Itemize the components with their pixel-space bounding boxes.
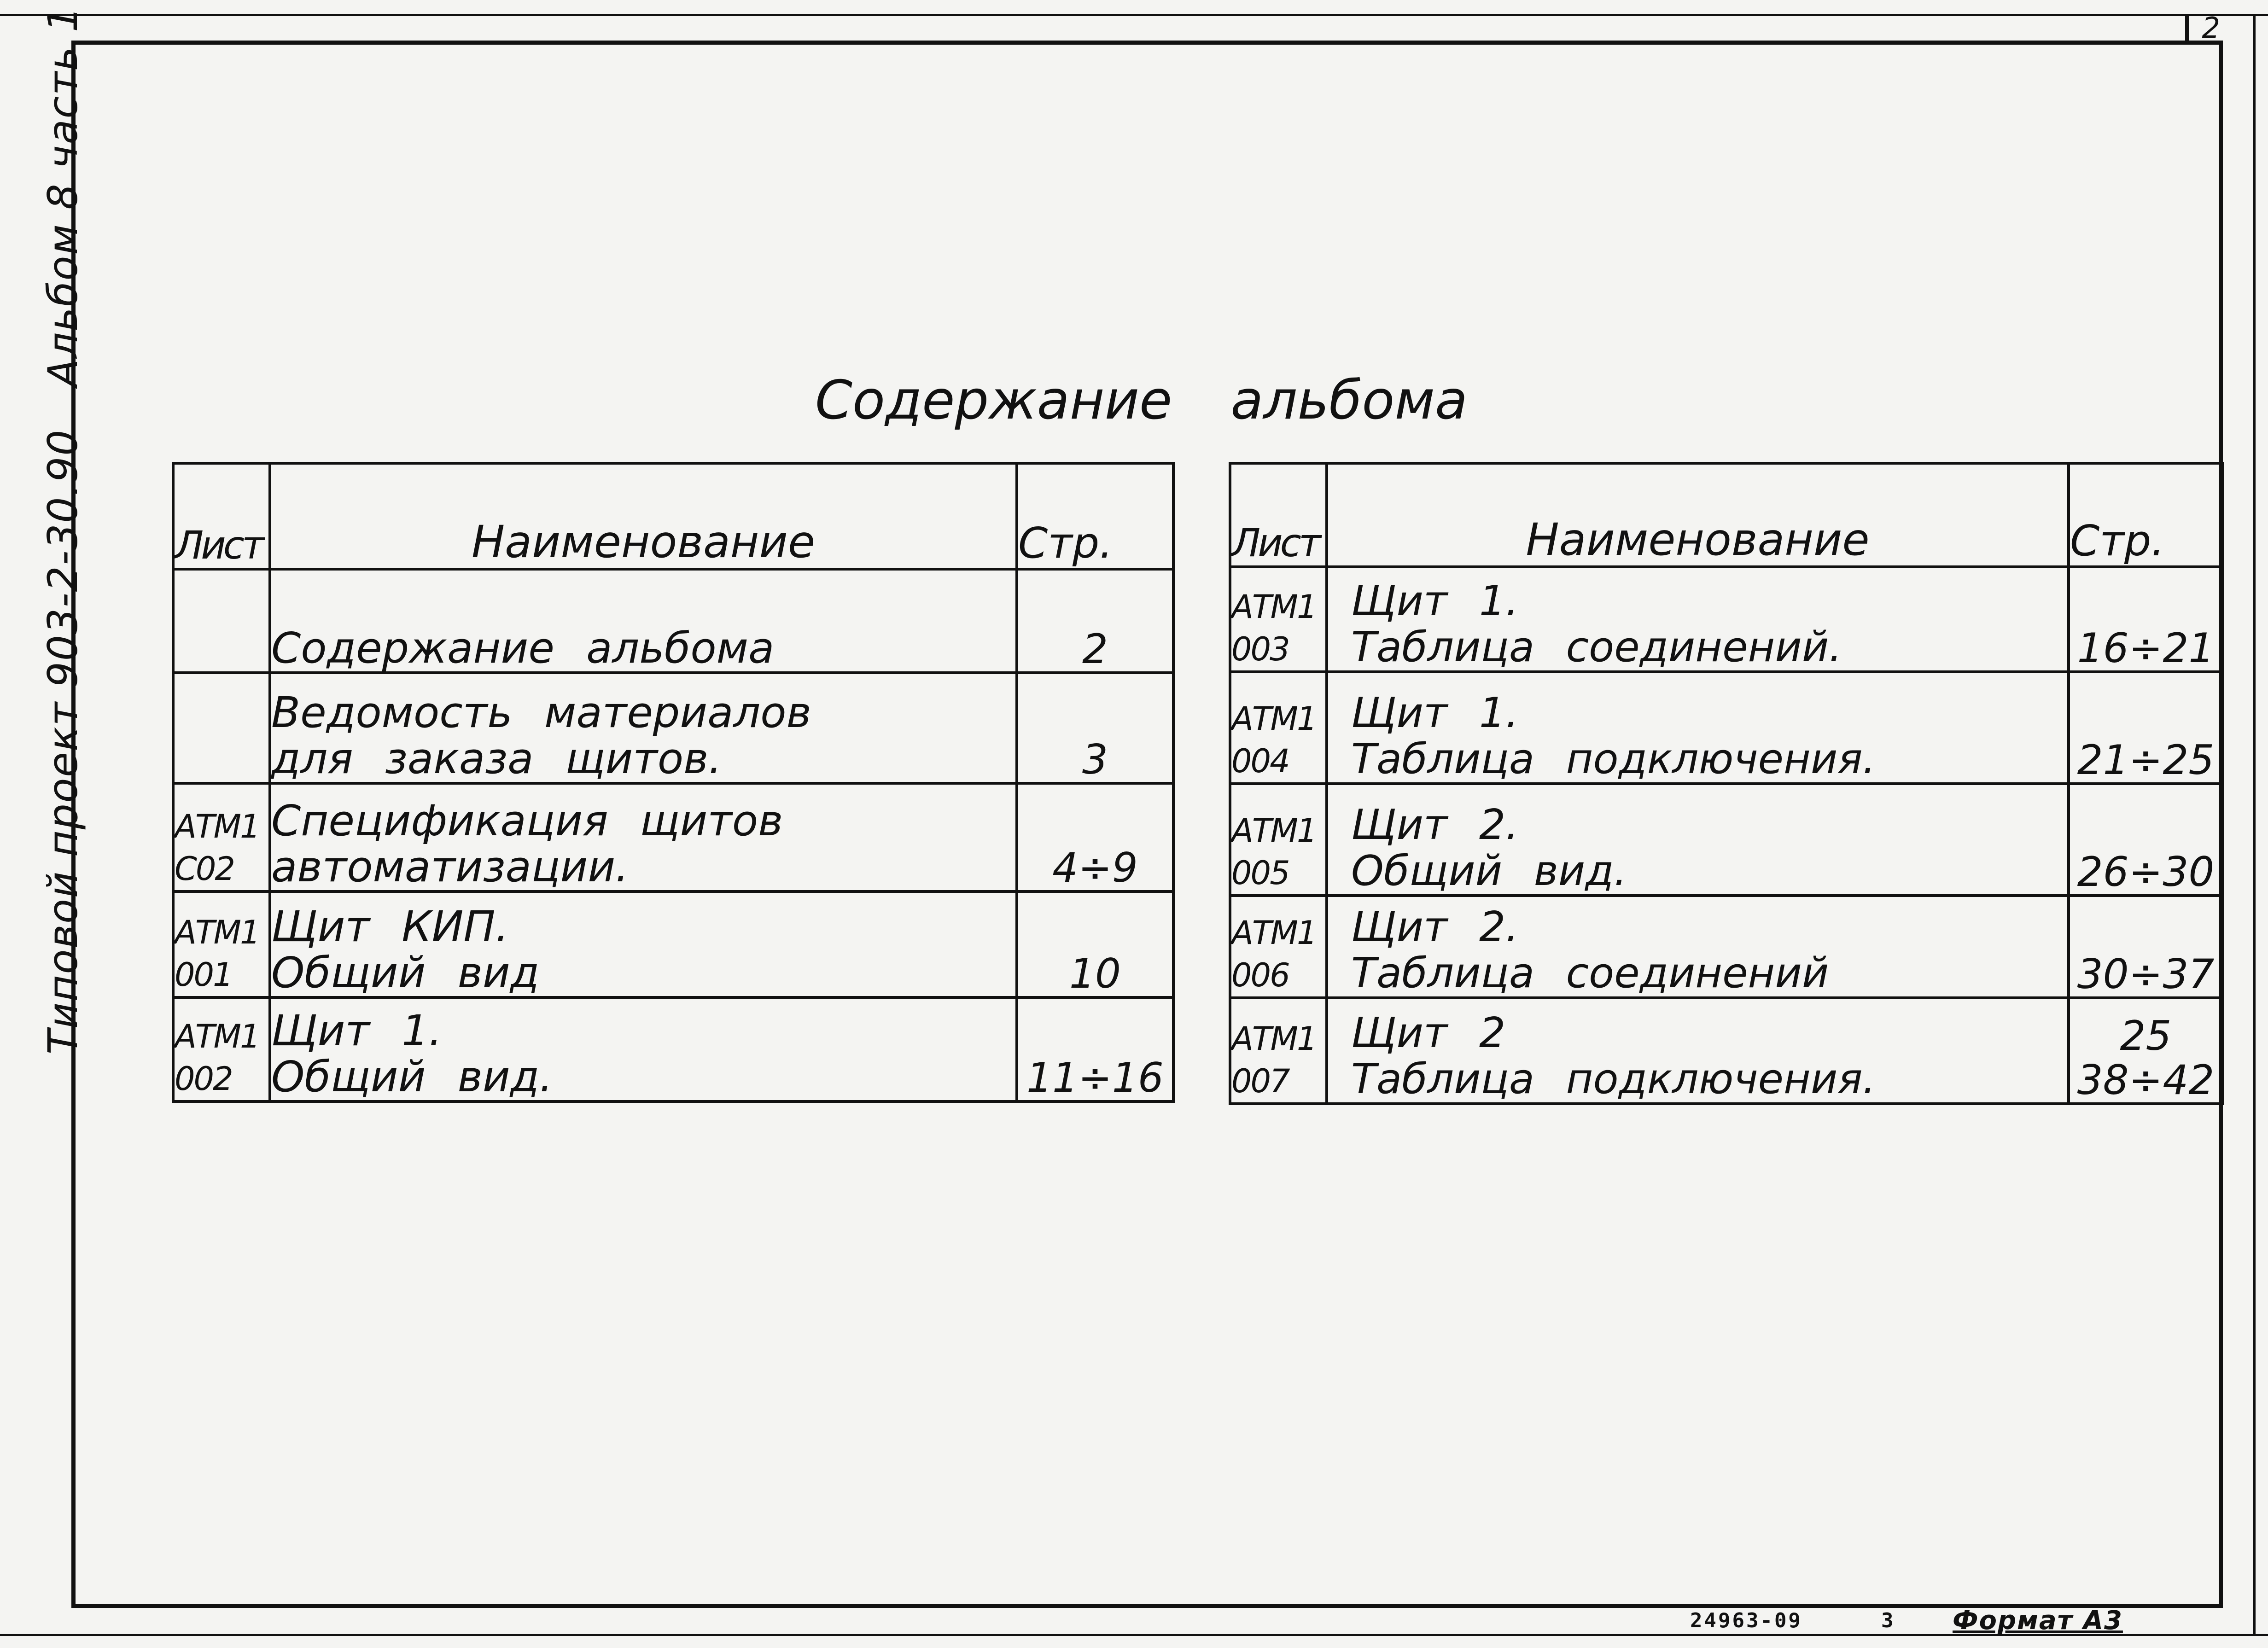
- cell-page: 4÷9: [1017, 783, 1173, 891]
- cell-name: Щит КИП. Общий вид: [270, 891, 1017, 997]
- table-header-row: [173, 463, 1173, 569]
- page-number: 3: [1881, 1609, 1895, 1632]
- table-row: [1230, 998, 2223, 1104]
- cell-page: 16÷21: [2069, 567, 2223, 672]
- cell-name: Содержание альбома: [270, 569, 1017, 673]
- contents-table-right: [1229, 462, 2224, 1105]
- cell-name: Щит 1. Таблица подключения.: [1327, 672, 2069, 784]
- cell-page: 30÷37: [2069, 896, 2223, 998]
- cell-sheet: АТМ1 003: [1230, 567, 1327, 672]
- cell-page: 26÷30: [2069, 784, 2223, 896]
- cell-sheet: АТМ1 001: [173, 891, 270, 997]
- cell-sheet: АТМ1 002: [173, 997, 270, 1101]
- top-trim-line: [0, 14, 2268, 16]
- cell-name: Щит 2. Таблица соединений: [1327, 896, 2069, 998]
- header-sheet: Лист: [173, 463, 270, 569]
- cell-sheet: [173, 569, 270, 673]
- cell-sheet: АТМ1 С02: [173, 783, 270, 891]
- side-label-album: Альбом 8 часть 1: [39, 5, 87, 387]
- cell-page: 21÷25: [2069, 672, 2223, 784]
- side-label-project: Типовой проект 903-2-30.90: [39, 429, 87, 1054]
- cell-name: Спецификация щитов автоматизации.: [270, 783, 1017, 891]
- cell-page: 25 38÷42: [2069, 998, 2223, 1104]
- header-page: Стр.: [2069, 463, 2223, 567]
- cell-name: Щит 1. Таблица соединений.: [1327, 567, 2069, 672]
- table-row: [173, 673, 1173, 783]
- cell-name: Щит 1. Общий вид.: [270, 997, 1017, 1101]
- cell-page: 3: [1017, 673, 1173, 783]
- contents-table-left: [172, 462, 1175, 1103]
- cell-sheet: АТМ1 007: [1230, 998, 1327, 1104]
- table-row: [1230, 896, 2223, 998]
- cell-sheet: АТМ1 005: [1230, 784, 1327, 896]
- cell-page: 10: [1017, 891, 1173, 997]
- header-sheet: Лист: [1230, 463, 1327, 567]
- document-code: 24963-09: [1690, 1609, 1802, 1632]
- cell-sheet: АТМ1 004: [1230, 672, 1327, 784]
- bottom-trim-line: [0, 1634, 2268, 1636]
- table-row: [173, 891, 1173, 997]
- table-row: [1230, 672, 2223, 784]
- table-row: [173, 783, 1173, 891]
- cell-sheet: АТМ1 006: [1230, 896, 1327, 998]
- format-label: Формат А3: [1953, 1606, 2123, 1636]
- cell-page: 11÷16: [1017, 997, 1173, 1101]
- table-row: [173, 997, 1173, 1101]
- header-name: Наименование: [270, 463, 1017, 569]
- cell-sheet: [173, 673, 270, 783]
- page-title: Содержание альбома: [815, 369, 1468, 431]
- cell-name: Щит 2. Общий вид.: [1327, 784, 2069, 896]
- table-row: [1230, 784, 2223, 896]
- table-row: [1230, 567, 2223, 672]
- header-page: Стр.: [1017, 463, 1173, 569]
- table-header-row: [1230, 463, 2223, 567]
- cell-name: Щит 2 Таблица подключения.: [1327, 998, 2069, 1104]
- cell-name: Ведомость материалов для заказа щитов.: [270, 673, 1017, 783]
- header-name: Наименование: [1327, 463, 2069, 567]
- cell-page: 2: [1017, 569, 1173, 673]
- right-trim-line: [2253, 14, 2256, 1635]
- sheet-number: 2: [2185, 14, 2227, 42]
- table-row: [173, 569, 1173, 673]
